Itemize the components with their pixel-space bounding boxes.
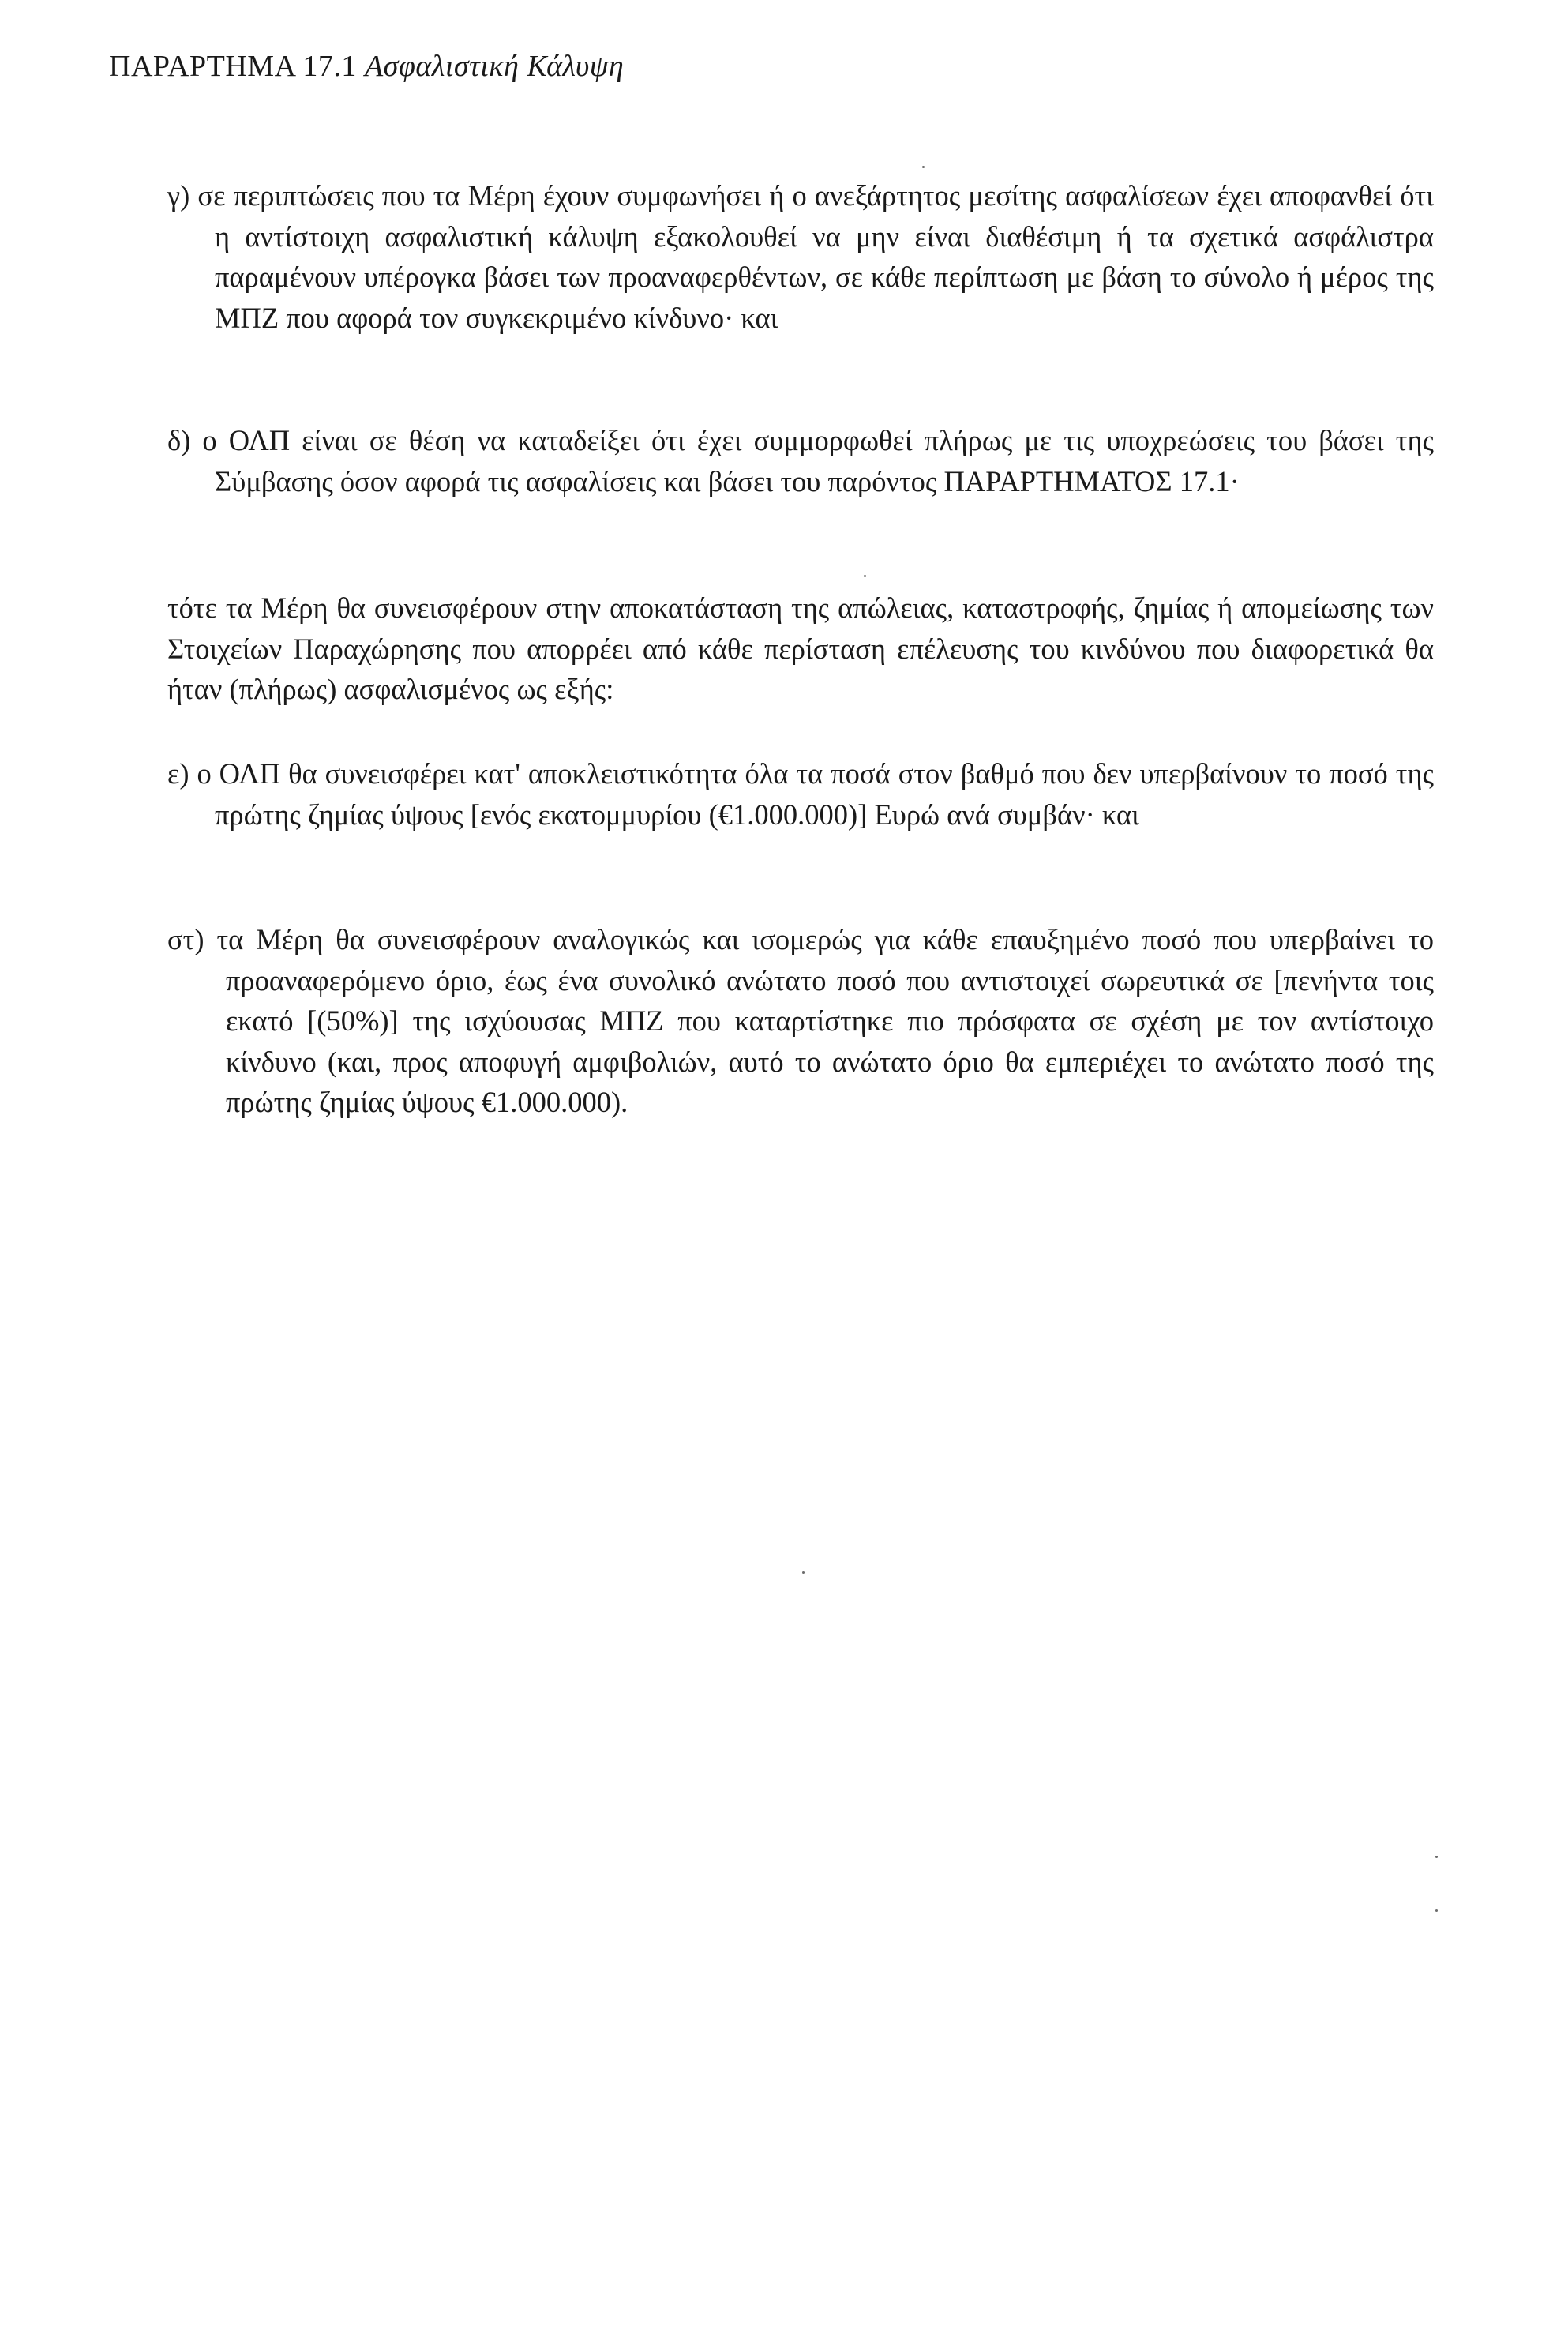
scan-speck bbox=[1435, 1856, 1438, 1858]
scan-speck bbox=[1435, 1909, 1438, 1912]
header-subtitle: Ασφαλιστική Κάλυψη bbox=[364, 50, 625, 83]
header-title: ΠΑΡΑΡΤΗΜΑ 17.1 bbox=[109, 50, 357, 83]
page-header bbox=[109, 49, 624, 84]
scan-speck bbox=[802, 1571, 805, 1574]
clause-st: στ) τα Μέρη θα συνεισφέρουν αναλογικώς και ισομερώς για κάθε επαυξημένο ποσό που υπερβαίνει το προαναφερόμενο όριο, έως ένα συνολικό ανώτατο ποσό που αντιστοιχεί σωρευτικά σε [πενήντα τοις εκατό [(50%)] της ισχύουσας ΜΠΖ που καταρτίστηκε πιο πρόσφατα σε σχέση με τον αντίστοιχο κίνδυνο (και, προς αποφυγή αμφιβολιών, αυτό το ανώτατο όριο θα εμπεριέχει το ανώτατο ποσό της πρώτης ζημίας ύψους €1.000.000). bbox=[167, 923, 1434, 1118]
scan-speck bbox=[864, 575, 866, 577]
scan-speck bbox=[922, 166, 925, 168]
clause-g: γ) σε περιπτώσεις που τα Μέρη έχουν συμφωνήσει ή ο ανεξάρτητος μεσίτης ασφαλίσεων έχει αποφανθεί ότι η αντίστοιχη ασφαλιστική κάλυψη εξακολουθεί να μην είναι διαθέσιμη ή τα σχετικά ασφάλιστρα παραμένουν υπέρογκα βάσει των προαναφερθέντων, σε κάθε περίπτωση με βάση το σύνολο ή μέρος της ΜΠΖ που αφορά τον συγκεκριμένο κίνδυνο· και bbox=[167, 179, 1434, 334]
clause-d: δ) ο ΟΛΠ είναι σε θέση να καταδείξει ότι έχει συμμορφωθεί πλήρως με τις υποχρεώσεις του βάσει της Σύμβασης όσον αφορά τις ασφαλίσεις και βάσει του παρόντος ΠΑΡΑΡΤΗΜΑΤΟΣ 17.1· bbox=[167, 424, 1434, 497]
paragraph-tote: τότε τα Μέρη θα συνεισφέρουν στην αποκατάσταση της απώλειας, καταστροφής, ζημίας ή απομείωσης των Στοιχείων Παραχώρησης που απορρέει από κάθε περίσταση επέλευσης του κινδύνου που διαφορετικά θα ήταν (πλήρως) ασφαλισμένος ως εξής: bbox=[167, 591, 1434, 705]
clause-e: ε) ο ΟΛΠ θα συνεισφέρει κατ' αποκλειστικότητα όλα τα ποσά στον βαθμό που δεν υπερβαίνουν το ποσό της πρώτης ζημίας ύψους [ενός εκατομμυρίου (€1.000.000)] Ευρώ ανά συμβάν· και bbox=[167, 757, 1434, 831]
